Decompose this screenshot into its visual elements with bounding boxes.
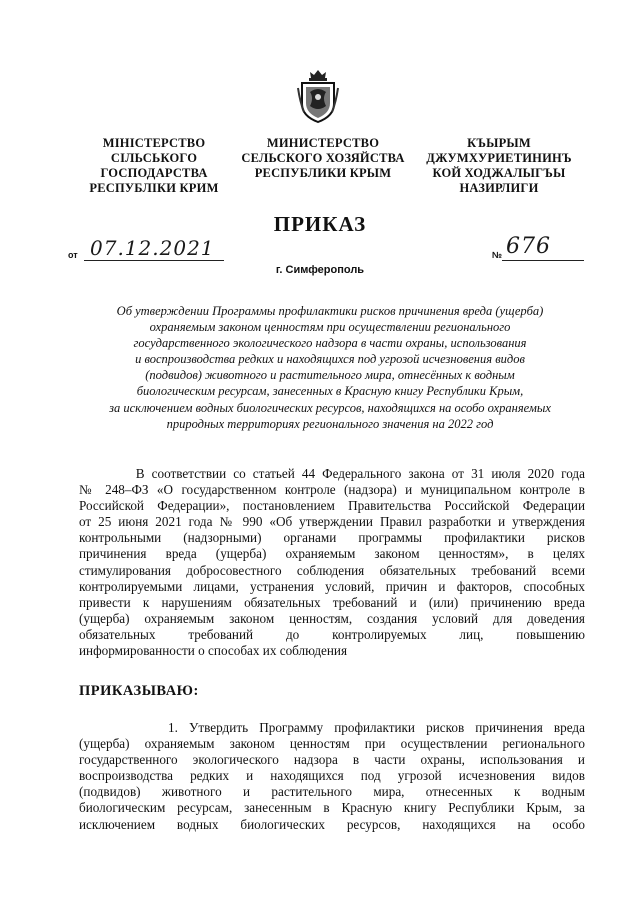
item-1-paragraph: [79, 720, 585, 833]
item-1-line: исключением водных биологических ресурсов, находящихся на особо: [79, 816, 585, 832]
order-number: 676: [506, 234, 551, 259]
ministry-ua-line: СІЛЬСЬКОГО: [110, 151, 198, 165]
order-date-number-row: [68, 234, 588, 266]
subject-line: (подвидов) животного и растительного мира, отнесённых к водным: [145, 368, 515, 383]
ministry-ua-line: ГОСПОДАРСТВА: [100, 166, 208, 180]
preamble-line: информированности о способах их соблюдения: [79, 643, 348, 659]
item-1-line: воспроизводства редких и находящихся под угрозой исчезновения видов: [79, 768, 585, 784]
subject-line: природных территориях регионального значения на 2022 год: [166, 416, 494, 431]
preamble-line: от 25 июня 2021 года № 990 «Об утверждении Правил разработки и утверждения: [79, 514, 585, 530]
subject-line: биологическим ресурсам, занесенных в Красную книгу Республики Крым,: [136, 384, 524, 399]
subject-line: за исключением водных биологических ресурсов, находящихся на особо охраняемых: [109, 400, 551, 415]
item-1-line: государственного экологического надзора в части охраны, использования и: [79, 752, 585, 768]
ministry-crh-line: НАЗИРЛИГИ: [459, 181, 539, 195]
preamble-line: контрольными (надзорными) органами программы профилактики рисков: [79, 530, 585, 546]
ministry-name-ukrainian: [84, 136, 224, 196]
ministry-crh-line: ДЖУМХУРИЕТИНИНЪ: [426, 151, 572, 165]
order-city: г. Симферополь: [275, 264, 365, 276]
number-label: №: [492, 250, 503, 260]
preamble-line: В соответствии со статьей 44 Федерального закона от 31 июля 2020 года: [79, 466, 585, 481]
ministry-ua-line: РЕСПУБЛІКИ КРИМ: [89, 181, 219, 195]
item-1-line: биологическим ресурсам, занесенным в Красную книгу Республики Крым, за: [79, 800, 585, 816]
ministry-ru-line: МИНИСТЕРСТВО: [266, 136, 380, 150]
ministry-ua-line: МІНІСТЕРСТВО: [102, 136, 206, 150]
ministry-name-russian: [238, 136, 408, 181]
ministry-crh-line: КОЙ ХОДЖАЛЫГЪЫ: [432, 166, 566, 180]
subject-line: и воспроизводства редких и находящихся под угрозой исчезновения видов: [135, 352, 525, 367]
order-date: 07.12.2021: [90, 236, 215, 260]
preamble-paragraph: [79, 466, 585, 659]
subject-line: государственного экологического надзора в части охраны, использования: [133, 336, 527, 351]
preamble-line: стимулирования добросовестного соблюдения обязательных требований всеми: [79, 562, 585, 578]
ministry-ru-line: СЕЛЬСКОГО ХОЗЯЙСТВА: [241, 151, 405, 165]
preamble-line: Российской Федерации», постановлением Правительства Российской Федерации: [79, 498, 585, 514]
preamble-line: (ущерба) охраняемым законом ценностям, создания условий для доведения: [79, 610, 585, 626]
preamble-line: причинения вреда (ущерба) охраняемым законом ценностям», в целях: [79, 546, 585, 562]
number-underline: [502, 260, 584, 261]
ministry-ru-line: РЕСПУБЛИКИ КРЫМ: [254, 166, 392, 180]
preamble-line: № 248–ФЗ «О государственном контроле (надзора) и муниципальном контроле в: [79, 482, 585, 498]
subject-line: Об утверждении Программы профилактики рисков причинения вреда (ущерба): [116, 304, 544, 318]
decree-word: ПРИКАЗЫВАЮ:: [79, 683, 199, 699]
date-underline: [84, 260, 224, 261]
date-label: от: [68, 250, 78, 260]
subject-line: охраняемым законом ценностям при осуществлении регионального: [149, 320, 511, 335]
ministry-name-crimean-tatar: [424, 136, 574, 196]
coat-of-arms-emblem: [296, 68, 340, 124]
order-subject: [80, 303, 580, 432]
order-title: ПРИКАЗ: [273, 212, 367, 236]
item-1-line: (ущерба) охраняемым законом ценностям при осуществлении регионального: [79, 736, 585, 752]
preamble-line: обязательных требований до контролируемых лиц, повышению: [79, 626, 585, 642]
item-1-line: (подвидов) животного и растительного мира, отнесенных к водным: [79, 784, 585, 800]
preamble-line: привести к нарушениям обязательных требований и (или) причинению вреда: [79, 594, 585, 610]
ministry-crh-line: КЪЫРЫМ: [467, 136, 531, 150]
preamble-line: контролируемыми лицами, устранения условий, причин и факторов, способных: [79, 578, 585, 594]
item-1-line: 1. Утвердить Программу профилактики рисков причинения вреда: [79, 720, 585, 735]
